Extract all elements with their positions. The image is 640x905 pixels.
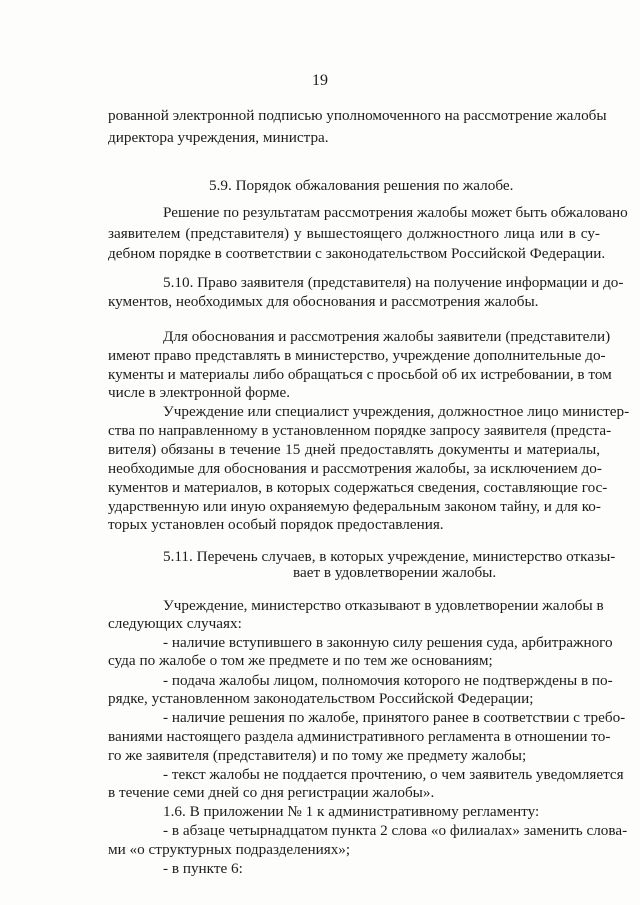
paragraph-line: необходимые для обоснования и рассмотрения жалобы, за исключением до- xyxy=(108,460,602,477)
section-heading-5-11: вает в удовлетворении жалобы. xyxy=(293,564,497,581)
section-heading-5-9: 5.9. Порядок обжалования решения по жалобе. xyxy=(209,177,514,194)
paragraph-line: заявителем (представителя) у вышестоящего должностного лица или в су- xyxy=(108,225,600,242)
paragraph-line: кументов и материалов, в которых содержаться сведения, составляющие гос- xyxy=(108,479,608,496)
page-number: 19 xyxy=(312,72,328,89)
list-item-line: в течение семи дней со дня регистрации жалобы». xyxy=(108,784,435,801)
paragraph-line: Решение по результатам рассмотрения жалобы может быть обжаловано xyxy=(163,204,628,221)
paragraph-line: Учреждение или специалист учреждения, должностное лицо министер- xyxy=(163,403,630,420)
list-item-line: - наличие вступившего в законную силу решения суда, арбитражного xyxy=(163,634,613,651)
section-heading-5-11: 5.11. Перечень случаев, в которых учреждение, министерство отказы- xyxy=(163,548,616,565)
paragraph-line: Учреждение, министерство отказывают в удовлетворении жалобы в xyxy=(163,597,604,614)
paragraph-line: следующих случаях: xyxy=(108,615,242,632)
paragraph-line: Для обоснования и рассмотрения жалобы заявители (представители) xyxy=(163,328,611,345)
paragraph-line: дебном порядке в соответствии с законодательством Российской Федерации. xyxy=(108,245,606,262)
list-item-line: суда по жалобе о том же предмете и по тем же основаниям; xyxy=(108,652,493,669)
list-item-line: го же заявителя (представителя) и по тому же предмету жалобы; xyxy=(108,747,527,764)
paragraph-line: кументы и материалы либо обращаться с просьбой об их истребовании, в том xyxy=(108,366,612,383)
list-item-line: - наличие решения по жалобе, принятого ранее в соответствии с требо- xyxy=(163,709,626,726)
paragraph-line: директора учреждения, министра. xyxy=(108,129,329,146)
list-item-line: рядке, установленном законодательством Российской Федерации; xyxy=(108,690,534,707)
paragraph-line: ства по направленному в установленном порядке запросу заявителя (предста- xyxy=(108,422,612,439)
section-heading-5-10: кументов, необходимых для обоснования и рассмотрения жалобы. xyxy=(108,293,539,310)
list-item-line: - текст жалобы не поддается прочтению, о чем заявитель уведомляется xyxy=(163,766,624,783)
list-item-line: - в пункте 6: xyxy=(163,860,243,877)
list-item-line: ми «о структурных подразделениях»; xyxy=(108,841,351,858)
section-heading-5-10: 5.10. Право заявителя (представителя) на получение информации и до- xyxy=(163,274,624,291)
paragraph-line: торых установлен особый порядок предоставления. xyxy=(108,516,444,533)
paragraph-line: рованной электронной подписью уполномоченного на рассмотрение жалобы xyxy=(108,107,607,124)
paragraph-line: вителя) обязаны в течение 15 дней предоставлять документы и материалы, xyxy=(108,441,600,458)
list-item-line: - подача жалобы лицом, полномочия которого не подтверждены в по- xyxy=(163,672,613,689)
list-item-line: - в абзаце четырнадцатом пункта 2 слова «о филиалах» заменить слова- xyxy=(163,822,628,839)
paragraph-line: числе в электронной форме. xyxy=(108,384,291,401)
paragraph-line: ударственную или иную охраняемую федеральным законом тайну, и для ко- xyxy=(108,498,601,515)
paragraph-line: 1.6. В приложении № 1 к административному регламенту: xyxy=(163,803,540,820)
paragraph-line: имеют право представлять в министерство, учреждение дополнительные до- xyxy=(108,347,606,364)
list-item-line: ваниями настоящего раздела административного регламента в отношении то- xyxy=(108,728,611,745)
